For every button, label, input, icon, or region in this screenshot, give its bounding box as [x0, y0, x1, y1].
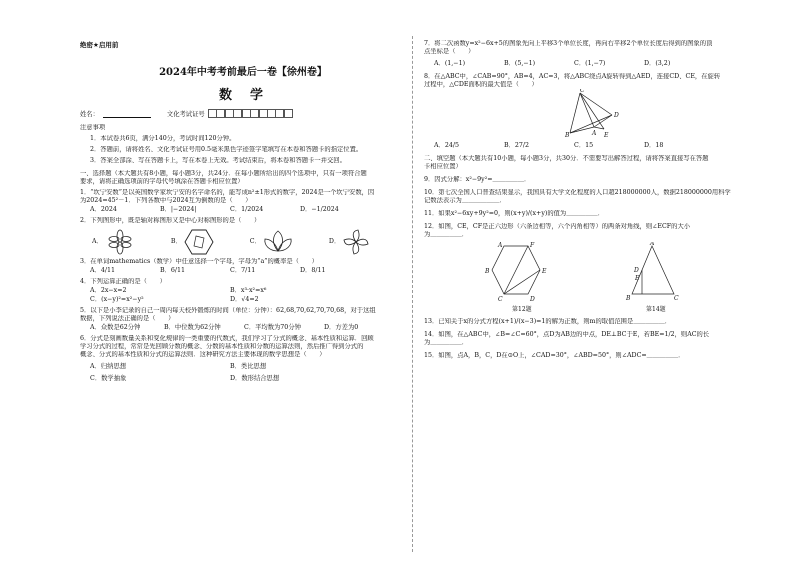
q12-label-b: B	[485, 268, 490, 275]
q8-option-d: D．18	[644, 142, 664, 149]
flower-figure	[105, 229, 135, 255]
q4-option-d: D．√4=2	[230, 296, 259, 303]
q3-option-d: D．8/11	[300, 267, 326, 274]
pinwheel-figure	[342, 228, 370, 256]
lotus-figure	[263, 229, 293, 255]
section2-heading-2: 卡相应位置）	[424, 163, 462, 170]
section1-heading-2: 要求，请将正确选项前的字母代号填涂在答题卡相应位置）	[80, 178, 244, 185]
q6-option-d: D．数形结合思想	[230, 375, 280, 382]
q2-option-b: B．	[170, 238, 182, 245]
left-column	[80, 40, 406, 554]
q5-line-2: 数据，下列说法正确的是（ ）	[80, 315, 175, 322]
q2-option-c-figure	[250, 228, 293, 256]
q8-label-b: B	[565, 132, 570, 139]
q1-option-b: B．|−2024|	[160, 206, 197, 213]
q7-line-2: 点坐标是（ ）	[424, 48, 475, 55]
q9-line: 9．因式分解：x²−9y²=＿＿＿＿＿．	[424, 176, 531, 183]
q2-option-a: A．	[92, 238, 103, 245]
q5-line-1: 5．以下是小李记录的自己一周内每天校外锻炼的时间（单位：分钟）：62,68,70,62,70,70,68，对于这组	[80, 307, 376, 314]
hexagon-q12-figure	[484, 242, 564, 302]
q8-option-c: C．15	[574, 142, 594, 149]
q6-line-3: 概念、分式的基本性质和分式的运算法则．这种研究方法主要体现的数学思想是（ ）	[80, 351, 326, 358]
q1-options	[80, 205, 406, 214]
q7-line-1: 7．将二次函数y=x²−6x+5的图象先向上平移3个单位长度，再向右平移2个单位长度后得到的图象的顶	[424, 40, 713, 47]
q12-label-e: E	[542, 268, 547, 275]
hexagon-figure	[184, 228, 214, 256]
q5-option-c: C．平均数为70分钟	[244, 324, 301, 331]
q2-line: 2．下列图形中，既是轴对称图形又是中心对称图形的是（ ）	[80, 217, 261, 224]
q8-figure	[564, 89, 634, 141]
q1-line-1: 1．“坎宁安数”是以英国数学家坎宁安的名字命名的，能写成n²±1形式的数字，2024是一个坎宁安数，因	[80, 189, 375, 196]
q5-option-a: A．众数是62分钟	[90, 324, 141, 331]
q3-options	[80, 266, 406, 275]
section2-heading: 二、填空题（本大题共有10小题，每小题3分，共30分．不需要写出解答过程，请将答案直接写在答题	[424, 155, 709, 162]
q12-line-2: 为＿＿＿＿＿．	[424, 231, 469, 238]
q13-line: 13．已知关于x的分式方程(x+1)/(x−3)=1的解为正数，则m的取值范围是＿＿＿＿＿．	[424, 318, 672, 325]
q7-option-a: A．(1,−1)	[434, 60, 466, 67]
exam-title: 2024年中考考前最后一卷【徐州卷】	[159, 67, 327, 78]
column-divider	[412, 36, 413, 552]
q15-line: 15．如图，点A，B，C，D在⊙O上，∠CAD=30°，∠ABD=50°，则∠ADC=＿＿＿＿＿．	[424, 352, 685, 359]
q10-line-2: 记数法表示为＿＿＿＿＿＿．	[424, 197, 506, 204]
q3-option-b: B．6/11	[160, 267, 186, 274]
q14-label-a: A	[650, 242, 655, 247]
q6-option-c: C．数学抽象	[90, 375, 127, 382]
q12-label-a: A	[498, 242, 503, 249]
subject-title: 数学	[218, 88, 281, 103]
note-3: 3．答案全部涂、写在答题卡上，写在本卷上无效。考试结束后，将本卷和答题卡一并交回。	[90, 157, 346, 164]
q1-option-a: A．2024	[90, 206, 117, 213]
q14-label-e: E	[635, 275, 640, 282]
q8-line-1: 8．在△ABC中，∠CAB=90°，AB=4，AC=3，将△ABC绕点A旋转得到△AED，连接CD、CE，在旋转	[424, 73, 721, 80]
q4-options-row2	[80, 295, 406, 304]
q6-options-row2	[80, 374, 406, 383]
fig14-caption: 第14题	[646, 306, 666, 313]
q7-option-d: D．(3,2)	[644, 60, 671, 67]
q8-options	[424, 141, 749, 150]
q12-label-c: C	[498, 296, 503, 302]
q8-label-c: C	[580, 89, 585, 94]
q8-line-2: 过程中，△CDE面积的最大值是（ ）	[424, 81, 538, 88]
q7-option-c: C．(1,−7)	[574, 60, 606, 67]
id-label: 文化考试证号	[166, 111, 205, 118]
q4-option-c: C．(x−y)²=x²−y²	[90, 296, 144, 303]
q8-label-d: D	[614, 112, 619, 119]
q8-option-a: A．24/5	[434, 142, 459, 149]
q6-line-1: 6．分式是刻画数量关系和变化规律的一类重要的代数式，我们学习了分式的概念、基本性质和运算．回顾	[80, 335, 374, 342]
q2-option-c: C．	[249, 238, 261, 245]
q5-option-b: B．中位数为62分钟	[164, 324, 221, 331]
id-boxes[interactable]	[209, 109, 293, 118]
q2-option-d-figure	[329, 228, 370, 256]
q3-line: 3．在单词mathematics（数学）中任意选择一个字母，字母为“a”的概率是（ ）	[80, 258, 318, 265]
q6-option-b: B．类比思想	[230, 363, 267, 370]
q5-options	[80, 323, 406, 332]
section1-heading: 一、选择题（本大题共有8小题，每小题3分，共24分．在每小题所给出的四个选项中，只有一项符合题	[80, 170, 367, 177]
q12-line-1: 12．如图，CE，CF是正六边形（六条边相等，六个内角相等）的两条对角线，则∠ECF的大小	[424, 223, 691, 230]
q3-option-a: A．4/11	[90, 267, 115, 274]
name-label: 姓名：	[80, 111, 99, 118]
q5-option-d: D．方差为0	[324, 324, 359, 331]
right-column	[424, 40, 749, 554]
q11-line: 11．如果x²−6xy+9y²=0，则(x+y)/(x+y)的值为＿＿＿＿＿．	[424, 210, 604, 217]
q1-option-d: D．−1/2024	[300, 206, 339, 213]
q14-label-d: D	[634, 267, 639, 274]
q2-option-b-figure	[171, 228, 214, 256]
note-1: 1．本试卷共6页，满分140分，考试时间120分钟。	[90, 135, 236, 142]
q1-option-c: C．1/2024	[230, 206, 264, 213]
q4-option-b: B．x³·x²=x⁶	[230, 287, 267, 294]
q7-options	[424, 59, 749, 68]
q2-figures	[92, 228, 406, 256]
q7-option-b: B．(5,−1)	[504, 60, 536, 67]
q12-label-f: F	[530, 242, 535, 249]
q6-line-2: 学习分式的过程，常常是先回顾分数的概念、分数的基本性质和分数的运算法则，然后推广得到分式的	[80, 343, 364, 350]
secret-label: 绝密★启用前	[80, 41, 119, 49]
fig12-caption: 第12题	[512, 306, 532, 313]
q12-q14-figures	[424, 242, 749, 312]
q12-label-d: D	[530, 296, 535, 302]
q4-options-row1	[80, 286, 406, 295]
q14-line-1: 14．如图，在△ABC中，∠B=∠C=60°，点D为AB边的中点，DE⊥BC于E，若BE=1/2，则AC的长	[424, 331, 710, 338]
q14-label-c: C	[674, 295, 679, 302]
name-field[interactable]	[103, 110, 151, 118]
q3-option-c: C．7/11	[230, 267, 256, 274]
q14-label-b: B	[626, 295, 631, 302]
notes-heading: 注意事项	[80, 124, 106, 131]
q14-line-2: 为＿＿＿＿＿．	[424, 339, 469, 346]
q6-option-a: A．归纳思想	[90, 363, 127, 370]
q8-option-b: B．27/2	[504, 142, 530, 149]
q8-label-e: E	[604, 132, 609, 139]
q4-option-a: A．2x−x=2	[90, 287, 127, 294]
name-row	[80, 109, 406, 118]
q8-label-a: A	[592, 130, 597, 137]
q1-line-2: 为2024=45²－1．下列各数中与2024互为倒数的是（ ）	[80, 197, 252, 204]
triangle-q14-figure	[624, 242, 684, 302]
q2-option-a-figure	[92, 228, 135, 256]
q2-option-d: D．	[328, 238, 341, 245]
note-2: 2．答题前，请将姓名、文化考试证号用0.5毫米黑色字迹签字笔填写在本卷和答题卡的指定位置。	[90, 146, 363, 153]
q6-options-row1	[80, 362, 406, 371]
q10-line-1: 10．第七次全国人口普查结果显示，我国具有大学文化程度的人口超218000000人，数据218000000用科学	[424, 189, 731, 196]
q4-line: 4．下列运算正确的是（ ）	[80, 278, 166, 285]
